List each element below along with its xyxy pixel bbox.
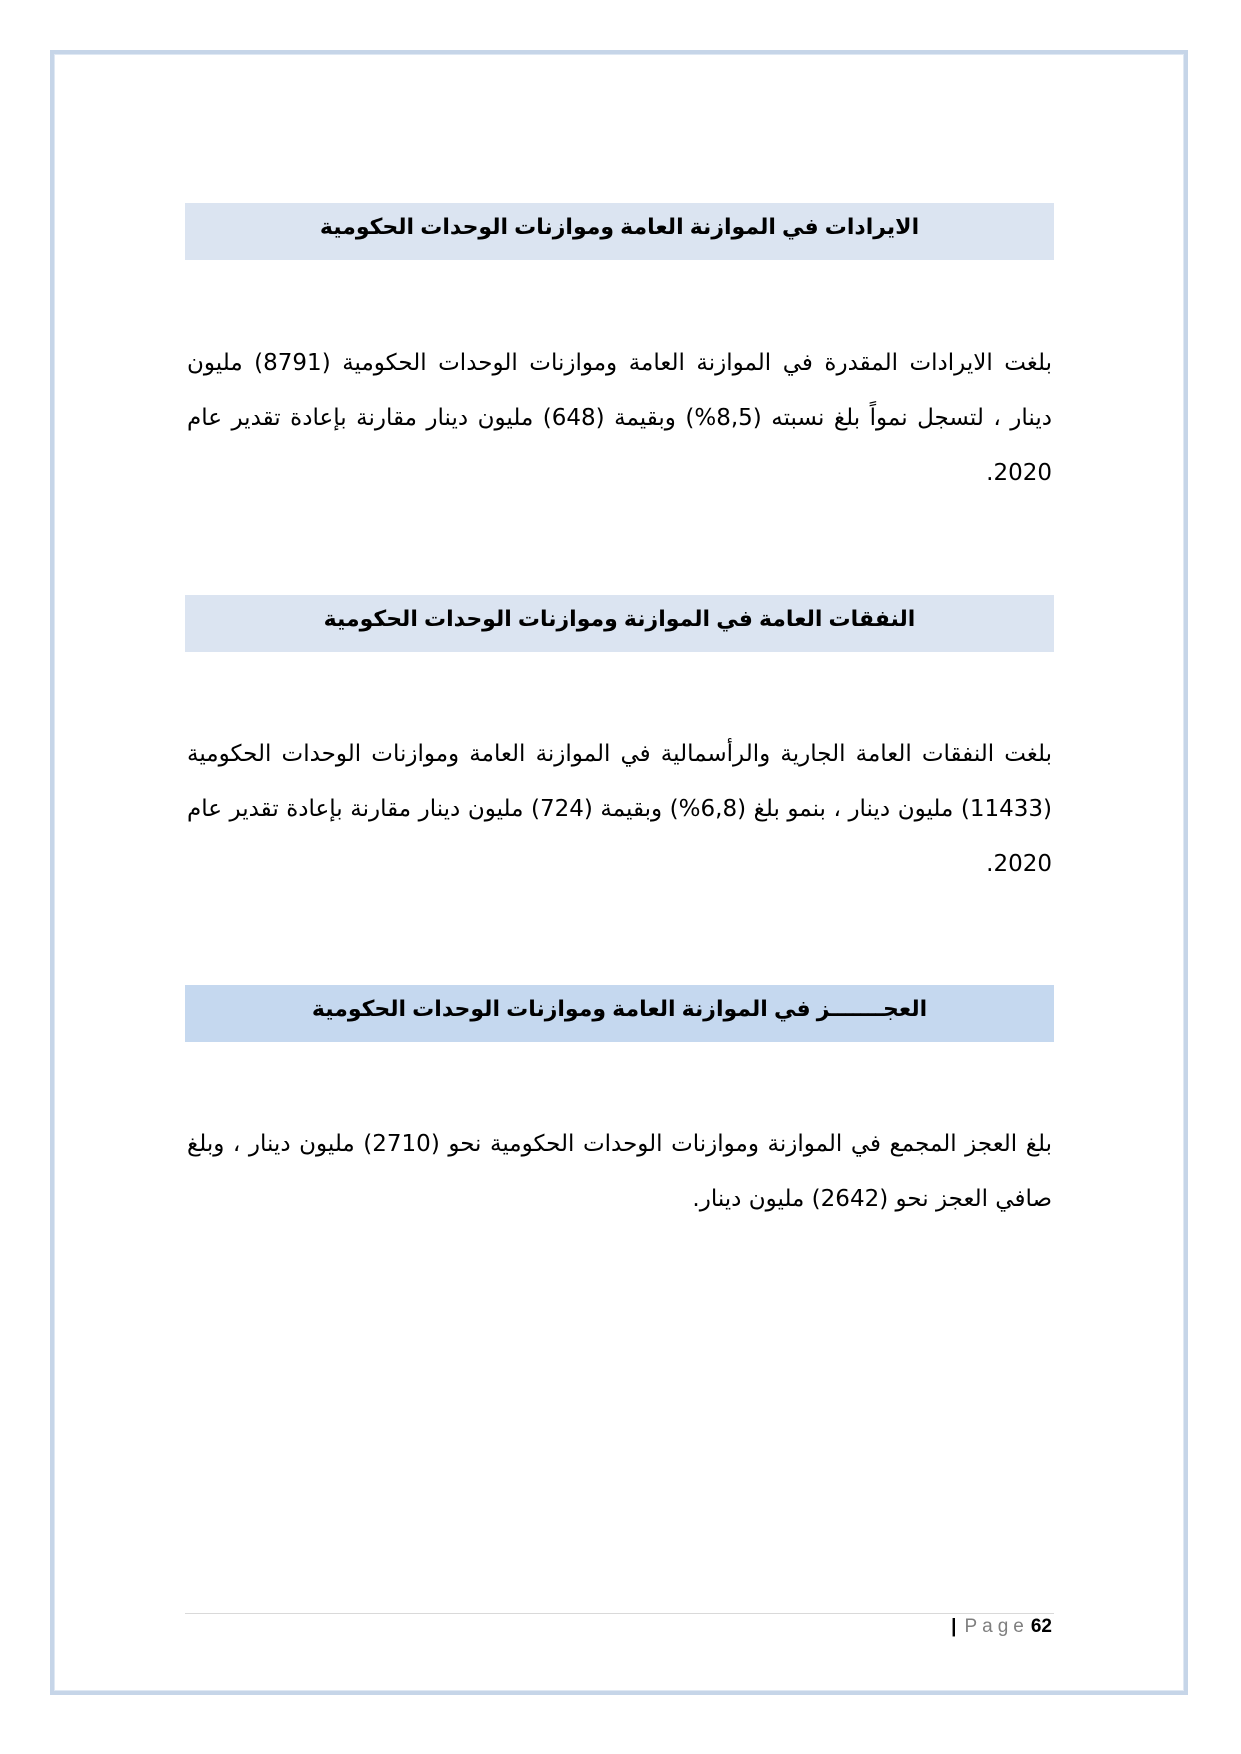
section-heading-expenditures-text: النفقات العامة في الموازنة وموازنات الوحدات الحكومية <box>323 605 916 631</box>
section-heading-revenues-text: الايرادات في الموازنة العامة وموازنات الوحدات الحكومية <box>319 213 920 239</box>
section-paragraph-expenditures: بلغت النفقات العامة الجارية والرأسمالية في الموازنة العامة وموازنات الوحدات الحكومية (11433) مليون دينار ، بنمو بلغ (6,8%) وبقيمة (724) مليون دينار مقارنة بإعادة تقدير عام 2020. <box>187 741 1053 877</box>
page-number-footer <box>951 1616 1052 1638</box>
section-paragraph-deficit: بلغ العجز المجمع في الموازنة وموازنات الوحدات الحكومية نحو (2710) مليون دينار ، وبلغ صافي العجز نحو (2642) مليون دينار. <box>187 1131 1052 1212</box>
section-heading-deficit <box>185 985 1054 1042</box>
section-heading-expenditures <box>185 595 1054 652</box>
page-number: 62 <box>1030 1616 1052 1637</box>
page-label: Page <box>964 1616 1029 1637</box>
section-heading-deficit-text: العجـــــــز في الموازنة العامة وموازنات الوحدات الحكومية <box>311 995 928 1021</box>
footer-separator: | <box>951 1616 957 1637</box>
footer-rule <box>185 1613 1054 1614</box>
section-heading-revenues <box>185 203 1054 260</box>
section-paragraph-revenues: بلغت الايرادات المقدرة في الموازنة العامة وموازنات الوحدات الحكومية (8791) مليون دينار ، لتسجل نمواً بلغ نسبته (8,5%) وبقيمة (648) مليون دينار مقارنة بإعادة تقدير عام 2020. <box>187 350 1052 486</box>
